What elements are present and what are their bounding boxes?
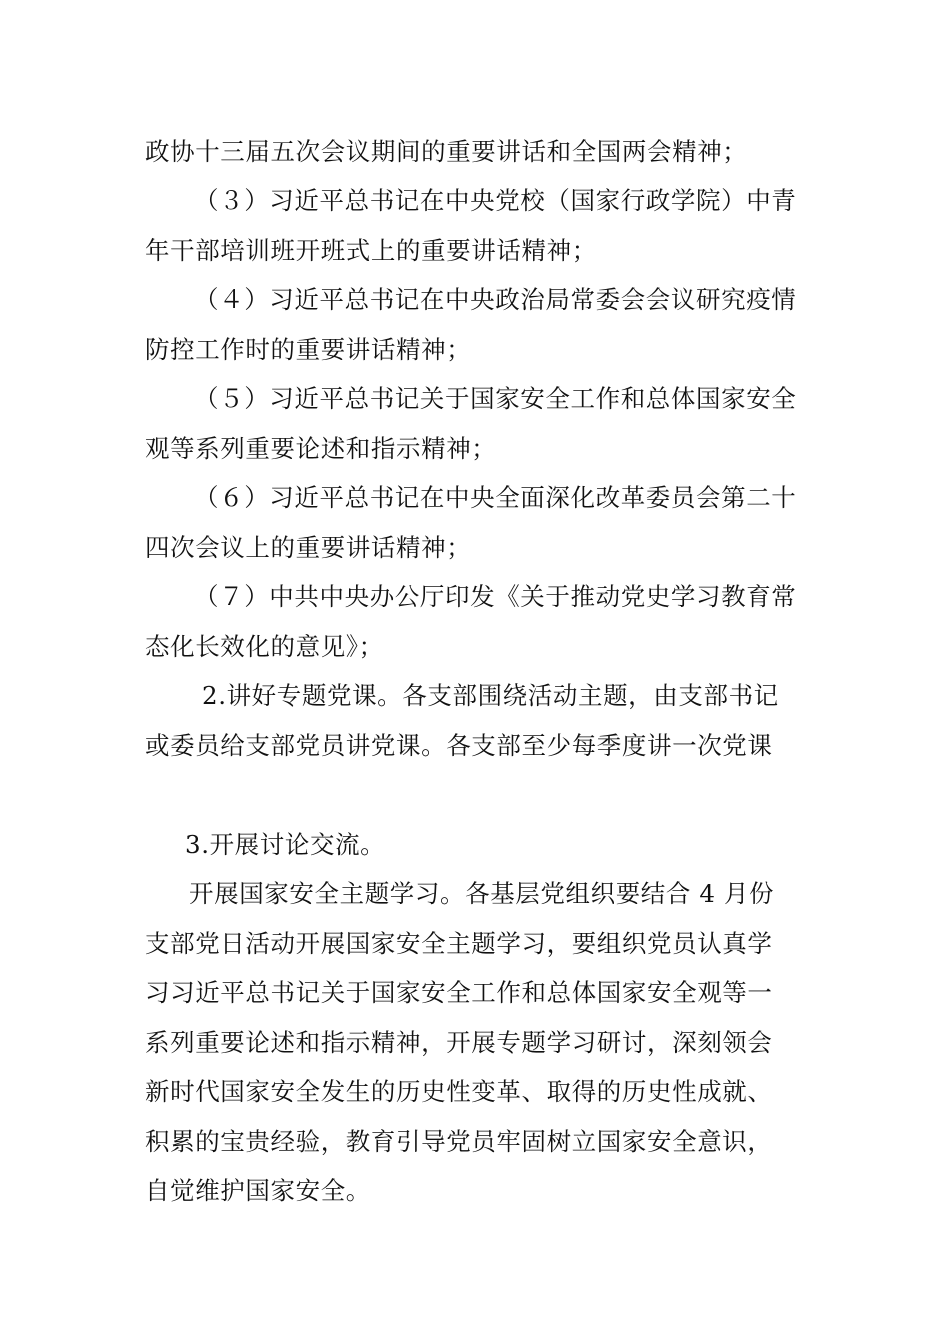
text-line-12: 2.讲好专题党课。各支部围绕活动主题，由支部书记 (202, 681, 779, 710)
text-line-6: （５）习近平总书记关于国家安全工作和总体国家安全 (194, 384, 797, 413)
text-line-3: 年干部培训班开班式上的重要讲话精神； (145, 236, 597, 265)
text-line-21: 自觉维护国家安全。 (145, 1176, 371, 1205)
text-line-1: 政协十三届五次会议期间的重要讲话和全国两会精神； (145, 137, 748, 166)
text-line-13: 或委员给支部党员讲党课。各支部至少每季度讲一次党课 (145, 731, 773, 760)
text-line-5: 防控工作时的重要讲话精神； (145, 335, 472, 364)
text-line-10: （７）中共中央办公厅印发《关于推动党史学习教育常 (194, 582, 797, 611)
text-line-14: 3.开展讨论交流。 (185, 830, 386, 859)
text-line-7: 观等系列重要论述和指示精神； (145, 434, 497, 463)
text-line-4: （４）习近平总书记在中央政治局常委会会议研究疫情 (194, 285, 797, 314)
text-line-11: 态化长效化的意见》； (145, 632, 384, 661)
text-line-17: 习习近平总书记关于国家安全工作和总体国家安全观等一 (145, 978, 773, 1007)
text-line-9: 四次会议上的重要讲话精神； (145, 533, 472, 562)
text-line-19: 新时代国家安全发生的历史性变革、取得的历史性成就、 (145, 1077, 773, 1106)
text-line-8: （６）习近平总书记在中央全面深化改革委员会第二十 (194, 483, 797, 512)
text-line-16: 支部党日活动开展国家安全主题学习，要组织党员认真学 (145, 929, 773, 958)
text-line-18: 系列重要论述和指示精神，开展专题学习研讨，深刻领会 (145, 1028, 773, 1057)
text-line-20: 积累的宝贵经验，教育引导党员牢固树立国家安全意识， (145, 1127, 773, 1156)
text-line-15: 开展国家安全主题学习。各基层党组织要结合 4 月份 (189, 879, 775, 908)
text-line-2: （３）习近平总书记在中央党校（国家行政学院）中青 (194, 186, 797, 215)
